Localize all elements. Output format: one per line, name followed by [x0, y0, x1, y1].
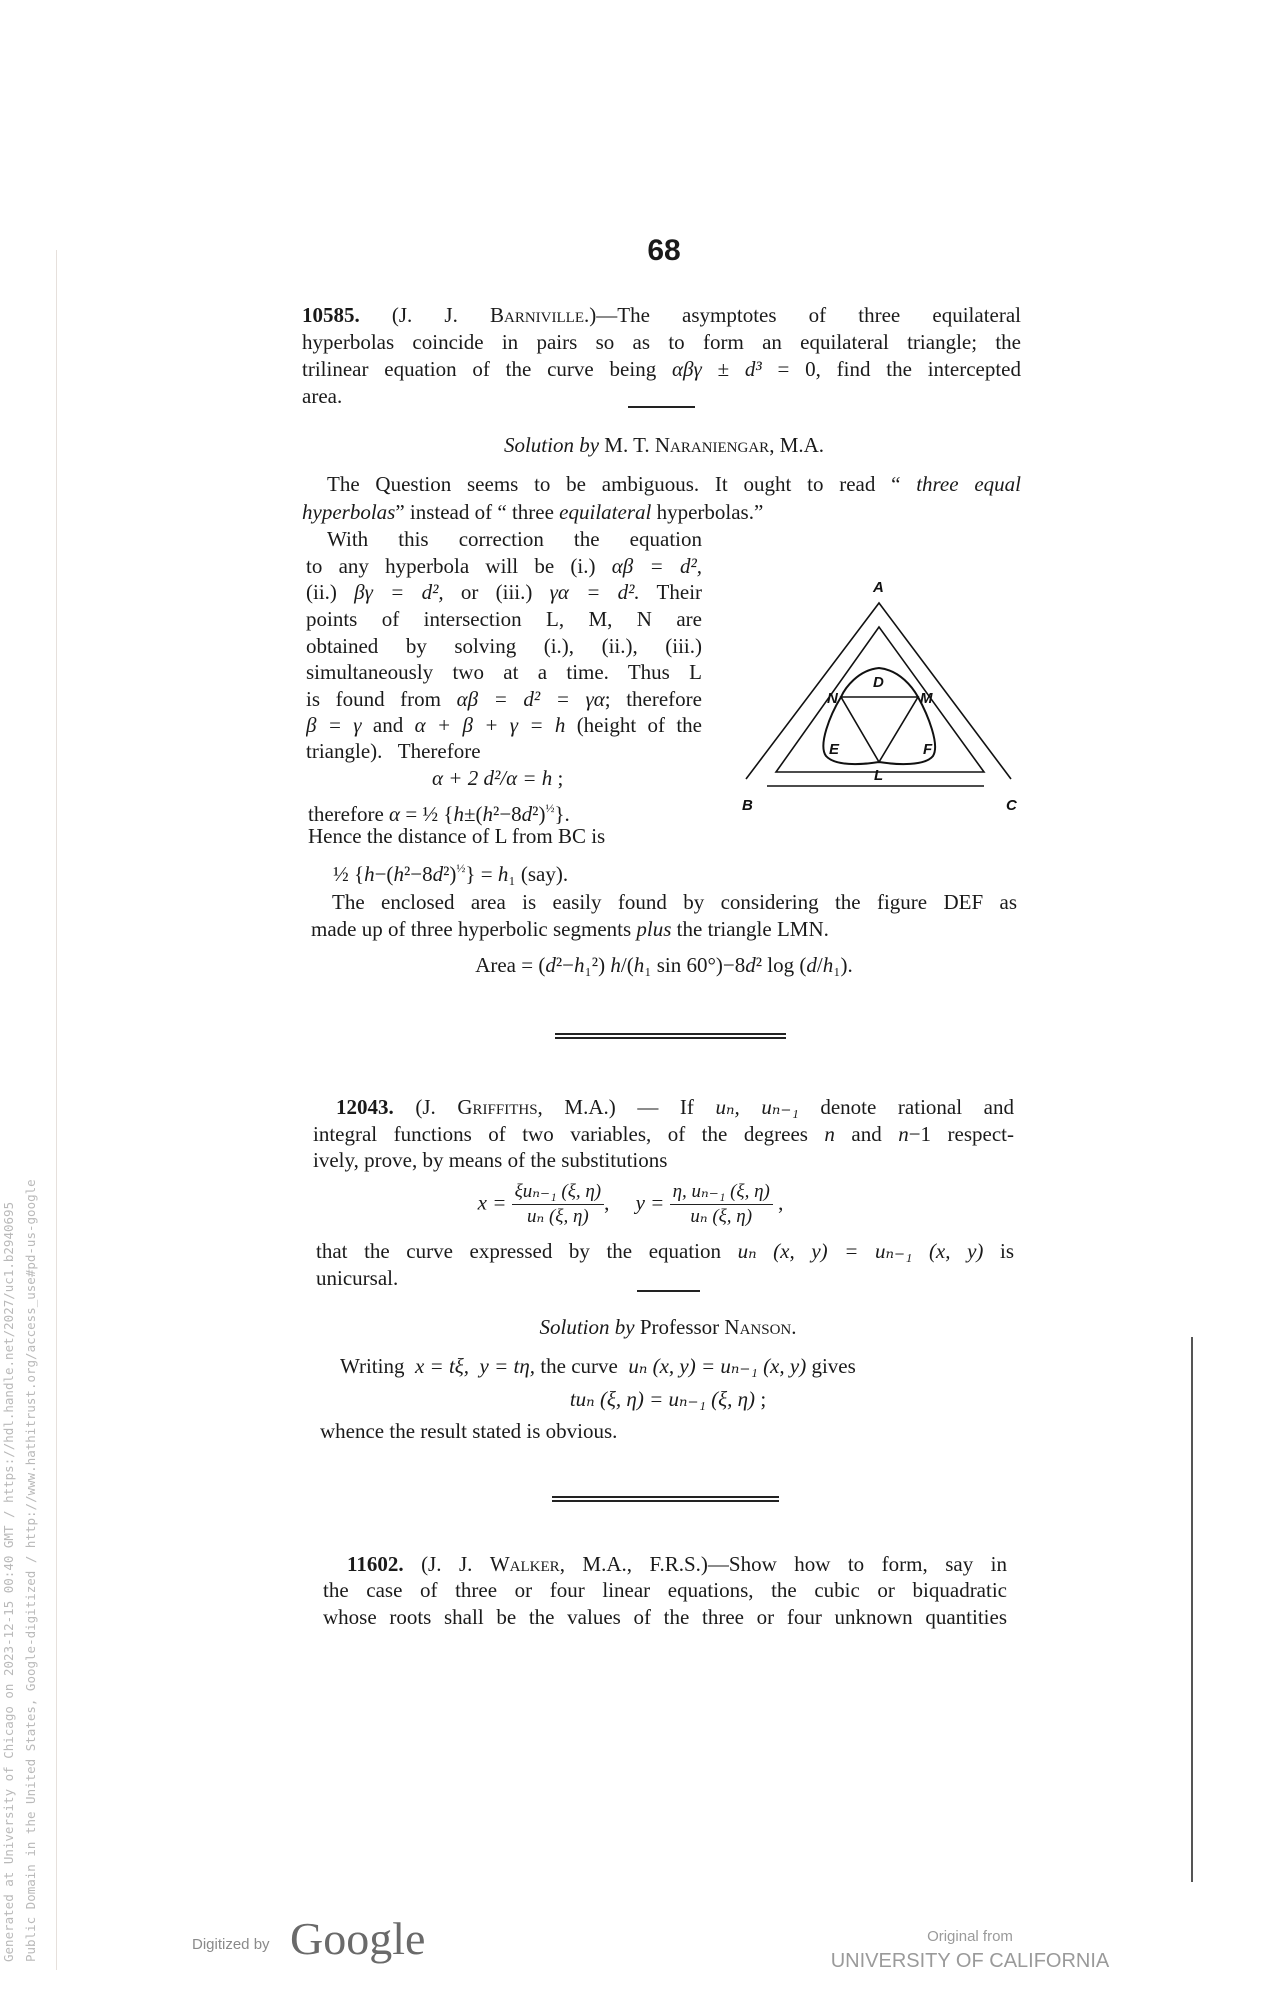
equation-h1: [333, 855, 569, 886]
text-segment: (J.: [393, 1095, 458, 1119]
text-segment: plus: [636, 917, 672, 941]
text-segment: Their: [639, 580, 702, 604]
hathitrust-side-watermark: [0, 982, 42, 1962]
text-segment: that the curve expressed by the equation: [316, 1239, 738, 1263]
column-line: [306, 712, 702, 739]
column-line: [306, 633, 702, 660]
label-m: M: [920, 690, 933, 707]
column-line: [306, 579, 702, 606]
university-label: UNIVERSITY OF CALIFORNIA: [830, 1950, 1110, 1972]
text-segment: αβ = d² = γα: [456, 687, 605, 711]
text-segment: three equal: [916, 472, 1021, 496]
text-segment: ²): [443, 862, 457, 886]
text-segment: whose roots shall be the values of the three or four unknown quantities: [323, 1605, 1007, 1629]
text-segment: h: [497, 862, 509, 886]
google-logo: Google: [290, 1913, 426, 1964]
text-segment: ½: [545, 801, 555, 815]
column-line: [306, 553, 702, 580]
text-segment: equilateral: [559, 500, 652, 524]
problem-12043-line-3: [313, 1147, 667, 1174]
text-segment: (ii.): [306, 580, 355, 604]
problem-11602-line-1: [347, 1551, 1007, 1578]
text-segment: h: [633, 953, 645, 977]
text-segment: βγ = d²,: [354, 580, 444, 604]
text-segment: uₙ (x, y) = uₙ₋₁ (x, y): [628, 1354, 807, 1378]
triangle-hyperbola-figure: [730, 570, 1030, 820]
equation-tun: [0, 1386, 1261, 1413]
text-segment: }.: [554, 802, 570, 826]
text-segment: Nanson: [724, 1315, 792, 1339]
page-edge-left: [56, 250, 57, 1970]
text-segment: unicursal.: [316, 1266, 399, 1290]
text-segment: x = tξ, y = tη,: [414, 1354, 536, 1378]
area-equation: [0, 952, 1261, 979]
triangle-lmn: [841, 697, 918, 762]
watermark-line-1: Generated at University of Chicago on 2023-12-15 00:40 GMT / https://hdl.handle.net/2027/uc1.b2940695: [1, 1201, 16, 1962]
text-segment: triangle). Therefore: [306, 739, 481, 763]
column-line: [306, 659, 702, 686]
para-question-line-2: [302, 499, 763, 526]
problem-12043-line-2: [313, 1121, 1014, 1148]
text-segment: n: [824, 1122, 835, 1146]
text-segment: .)—The asymptotes of three equilateral: [584, 303, 1021, 327]
text-segment: α: [389, 802, 401, 826]
text-segment: } =: [465, 862, 498, 886]
text-segment: , M.A.) — If: [537, 1095, 716, 1119]
text-segment: αβγ ± d³: [672, 357, 762, 381]
text-segment: Griffiths: [457, 1095, 538, 1119]
problem-12043-line-1: [336, 1094, 1014, 1121]
text-segment: whence the result stated is obvious.: [320, 1419, 618, 1443]
text-segment: d: [545, 953, 556, 977]
text-segment: the curve: [535, 1354, 629, 1378]
label-e: E: [829, 741, 840, 758]
text-segment: uₙ (x, y) = uₙ₋₁ (x, y): [737, 1239, 984, 1263]
text-segment: 11602.: [347, 1552, 404, 1576]
solution-heading-2: [0, 1314, 1261, 1341]
text-segment: = ½ {: [400, 802, 454, 826]
writing-line: [340, 1353, 856, 1380]
text-segment: ; therefore: [604, 687, 702, 711]
problem-12043-line-5: [316, 1265, 398, 1292]
para-question-line-1: [327, 471, 1021, 498]
text-segment: d: [745, 953, 756, 977]
label-f: F: [923, 741, 933, 758]
text-segment: α + β + γ = h: [414, 713, 566, 737]
text-segment: −1 respect-: [908, 1122, 1014, 1146]
column-line: [306, 738, 481, 765]
text-segment: obtained by solving (i.), (ii.), (iii.): [306, 634, 702, 658]
text-segment: = 0, find the intercepted: [761, 357, 1021, 381]
text-segment: to any hyperbola will be (i.): [306, 554, 612, 578]
text-segment: hyperbolas.”: [651, 500, 764, 524]
separator: ,: [604, 1190, 631, 1215]
text-segment: ;: [755, 1387, 767, 1411]
problem-10585-line-2: [302, 329, 1021, 356]
text-segment: d: [432, 862, 444, 886]
text-segment: ” instead of “ three: [395, 500, 560, 524]
text-segment: (height of the: [565, 713, 702, 737]
text-segment: Area = (: [475, 953, 546, 977]
text-segment: hyperbolas coincide in pairs so as to form an equilateral triangle; the: [302, 330, 1021, 354]
label-b: B: [742, 797, 753, 814]
text-segment: ²−8: [403, 862, 433, 886]
double-rule: [555, 1033, 786, 1039]
solution-heading-1: [0, 432, 1261, 459]
text-segment: ₁).: [833, 953, 853, 977]
text-segment: integral functions of two variables, of the degrees: [313, 1122, 825, 1146]
text-segment: d: [521, 802, 533, 826]
text-segment: −(: [374, 862, 394, 886]
formula-end: ,: [772, 1190, 784, 1215]
text-segment: made up of three hyperbolic segments: [311, 917, 637, 941]
text-segment: denote rational and: [798, 1095, 1014, 1119]
text-segment: Writing: [340, 1354, 415, 1378]
x-numerator: ξuₙ₋₁ (ξ, η): [512, 1180, 604, 1205]
text-segment: d: [806, 953, 817, 977]
text-segment: ²): [532, 802, 546, 826]
text-segment: h: [482, 802, 494, 826]
outer-triangle: [746, 603, 1011, 779]
problem-11602-line-3: [323, 1604, 1007, 1631]
text-segment: γα = d².: [549, 580, 640, 604]
text-segment: simultaneously two at a time. Thus L: [306, 660, 702, 684]
text-segment: points of intersection L, M, N are: [306, 607, 702, 631]
problem-12043-line-4: [316, 1238, 1014, 1265]
text-segment: M. T.: [599, 433, 655, 457]
text-segment: h: [393, 862, 404, 886]
watermark-line-2: Public Domain in the United States, Google-digitized / http://www.hathitrust.org/access_use#pd-us-google: [23, 1179, 38, 1962]
section-rule: [628, 406, 695, 408]
text-segment: and: [834, 1122, 899, 1146]
column-line: [327, 526, 702, 553]
text-segment: /: [816, 953, 823, 977]
text-segment: ;: [552, 766, 564, 790]
text-segment: .: [791, 1315, 797, 1339]
text-segment: /(: [620, 953, 634, 977]
page-edge-right: [1191, 1337, 1193, 1882]
text-segment: Walker: [489, 1552, 560, 1576]
section-rule: [637, 1290, 700, 1292]
text-segment: and: [361, 713, 415, 737]
text-segment: the triangle LMN.: [671, 917, 829, 941]
text-segment: , M.A., F.R.S.)—Show how to form, say in: [559, 1552, 1007, 1576]
text-segment: uₙ, uₙ₋₁: [715, 1095, 799, 1119]
text-segment: Hence the distance of L from BC is: [308, 824, 606, 848]
text-segment: is: [983, 1239, 1014, 1263]
problem-10585-line-3: [302, 356, 1021, 383]
text-segment: gives: [806, 1354, 856, 1378]
text-segment: h: [573, 953, 585, 977]
text-segment: therefore: [308, 802, 390, 826]
x-fraction: [512, 1180, 604, 1229]
distance-line: [308, 823, 605, 850]
column-line: [306, 686, 702, 713]
substitution-formula: [0, 1180, 1261, 1229]
text-segment: h: [610, 953, 621, 977]
equation-alpha-solution: [308, 795, 570, 826]
text-segment: n: [898, 1122, 909, 1146]
enclosed-area-line-2: [311, 916, 829, 943]
text-segment: ½ {: [333, 862, 365, 886]
column-line: [306, 606, 702, 633]
text-segment: Professor: [634, 1315, 725, 1339]
y-numerator: η, uₙ₋₁ (ξ, η): [670, 1180, 773, 1205]
text-segment: (J. J.: [403, 1552, 490, 1576]
text-segment: hyperbolas: [302, 500, 396, 524]
conclusion-line: [320, 1418, 617, 1445]
page-number: 68: [647, 234, 681, 267]
text-segment: α + 2 d²/α = h: [432, 766, 553, 790]
equation-alpha: [432, 765, 563, 792]
x-label: x =: [477, 1190, 512, 1215]
problem-10585-line-1: [302, 302, 1021, 329]
y-denominator: uₙ (ξ, η): [690, 1206, 753, 1227]
y-fraction: [670, 1180, 773, 1229]
text-segment: Solution by: [503, 433, 600, 457]
label-a: A: [873, 579, 884, 596]
text-segment: h: [364, 862, 375, 886]
problem-11602-line-2: [323, 1577, 1007, 1604]
text-segment: , M.A.: [769, 433, 825, 457]
label-d: D: [873, 674, 884, 691]
enclosed-area-line-1: [332, 889, 1017, 916]
digitized-by-label: Digitized by: [192, 1936, 270, 1953]
text-segment: The enclosed area is easily found by considering the figure DEF as: [332, 890, 1017, 914]
text-segment: Naraniengar: [654, 433, 770, 457]
text-segment: trilinear equation of the curve being: [302, 357, 672, 381]
x-denominator: uₙ (ξ, η): [527, 1206, 589, 1227]
label-l: L: [874, 767, 884, 784]
inner-triangle: [776, 627, 984, 772]
text-segment: Solution by: [539, 1315, 635, 1339]
double-rule: [552, 1496, 779, 1502]
text-segment: With this correction the equation: [327, 527, 702, 551]
problem-10585-line-4: [302, 383, 342, 410]
text-segment: is found from: [306, 687, 457, 711]
text-segment: tuₙ (ξ, η) = uₙ₋₁ (ξ, η): [569, 1387, 756, 1411]
text-segment: h: [453, 802, 464, 826]
original-from-label: Original from: [927, 1928, 1013, 1945]
text-segment: the case of three or four linear equations, the cubic or biquadratic: [323, 1578, 1007, 1602]
label-c: C: [1006, 797, 1017, 814]
text-segment: αβ = d²,: [611, 554, 702, 578]
text-segment: ₁ sin 60°)−8: [644, 953, 746, 977]
text-segment: 10585.: [302, 303, 360, 327]
text-segment: h: [822, 953, 834, 977]
text-segment: 12043.: [336, 1095, 394, 1119]
text-segment: β = γ: [306, 713, 362, 737]
text-segment: ² log (: [755, 953, 807, 977]
text-segment: ²−: [555, 953, 574, 977]
text-segment: The Question seems to be ambiguous. It ought to read “: [327, 472, 917, 496]
text-segment: ₁ (say).: [508, 862, 569, 886]
text-segment: ively, prove, by means of the substitutions: [313, 1148, 668, 1172]
text-segment: ²−8: [493, 802, 522, 826]
y-label: y =: [635, 1190, 670, 1215]
text-segment: ±(: [464, 802, 483, 826]
text-segment: Barniville: [490, 303, 584, 327]
text-segment: area.: [302, 384, 343, 408]
label-n: N: [827, 690, 838, 707]
text-segment: ₁²): [584, 953, 611, 977]
text-segment: (J. J.: [359, 303, 490, 327]
text-segment: or (iii.): [443, 580, 550, 604]
text-segment: ½: [456, 861, 466, 875]
